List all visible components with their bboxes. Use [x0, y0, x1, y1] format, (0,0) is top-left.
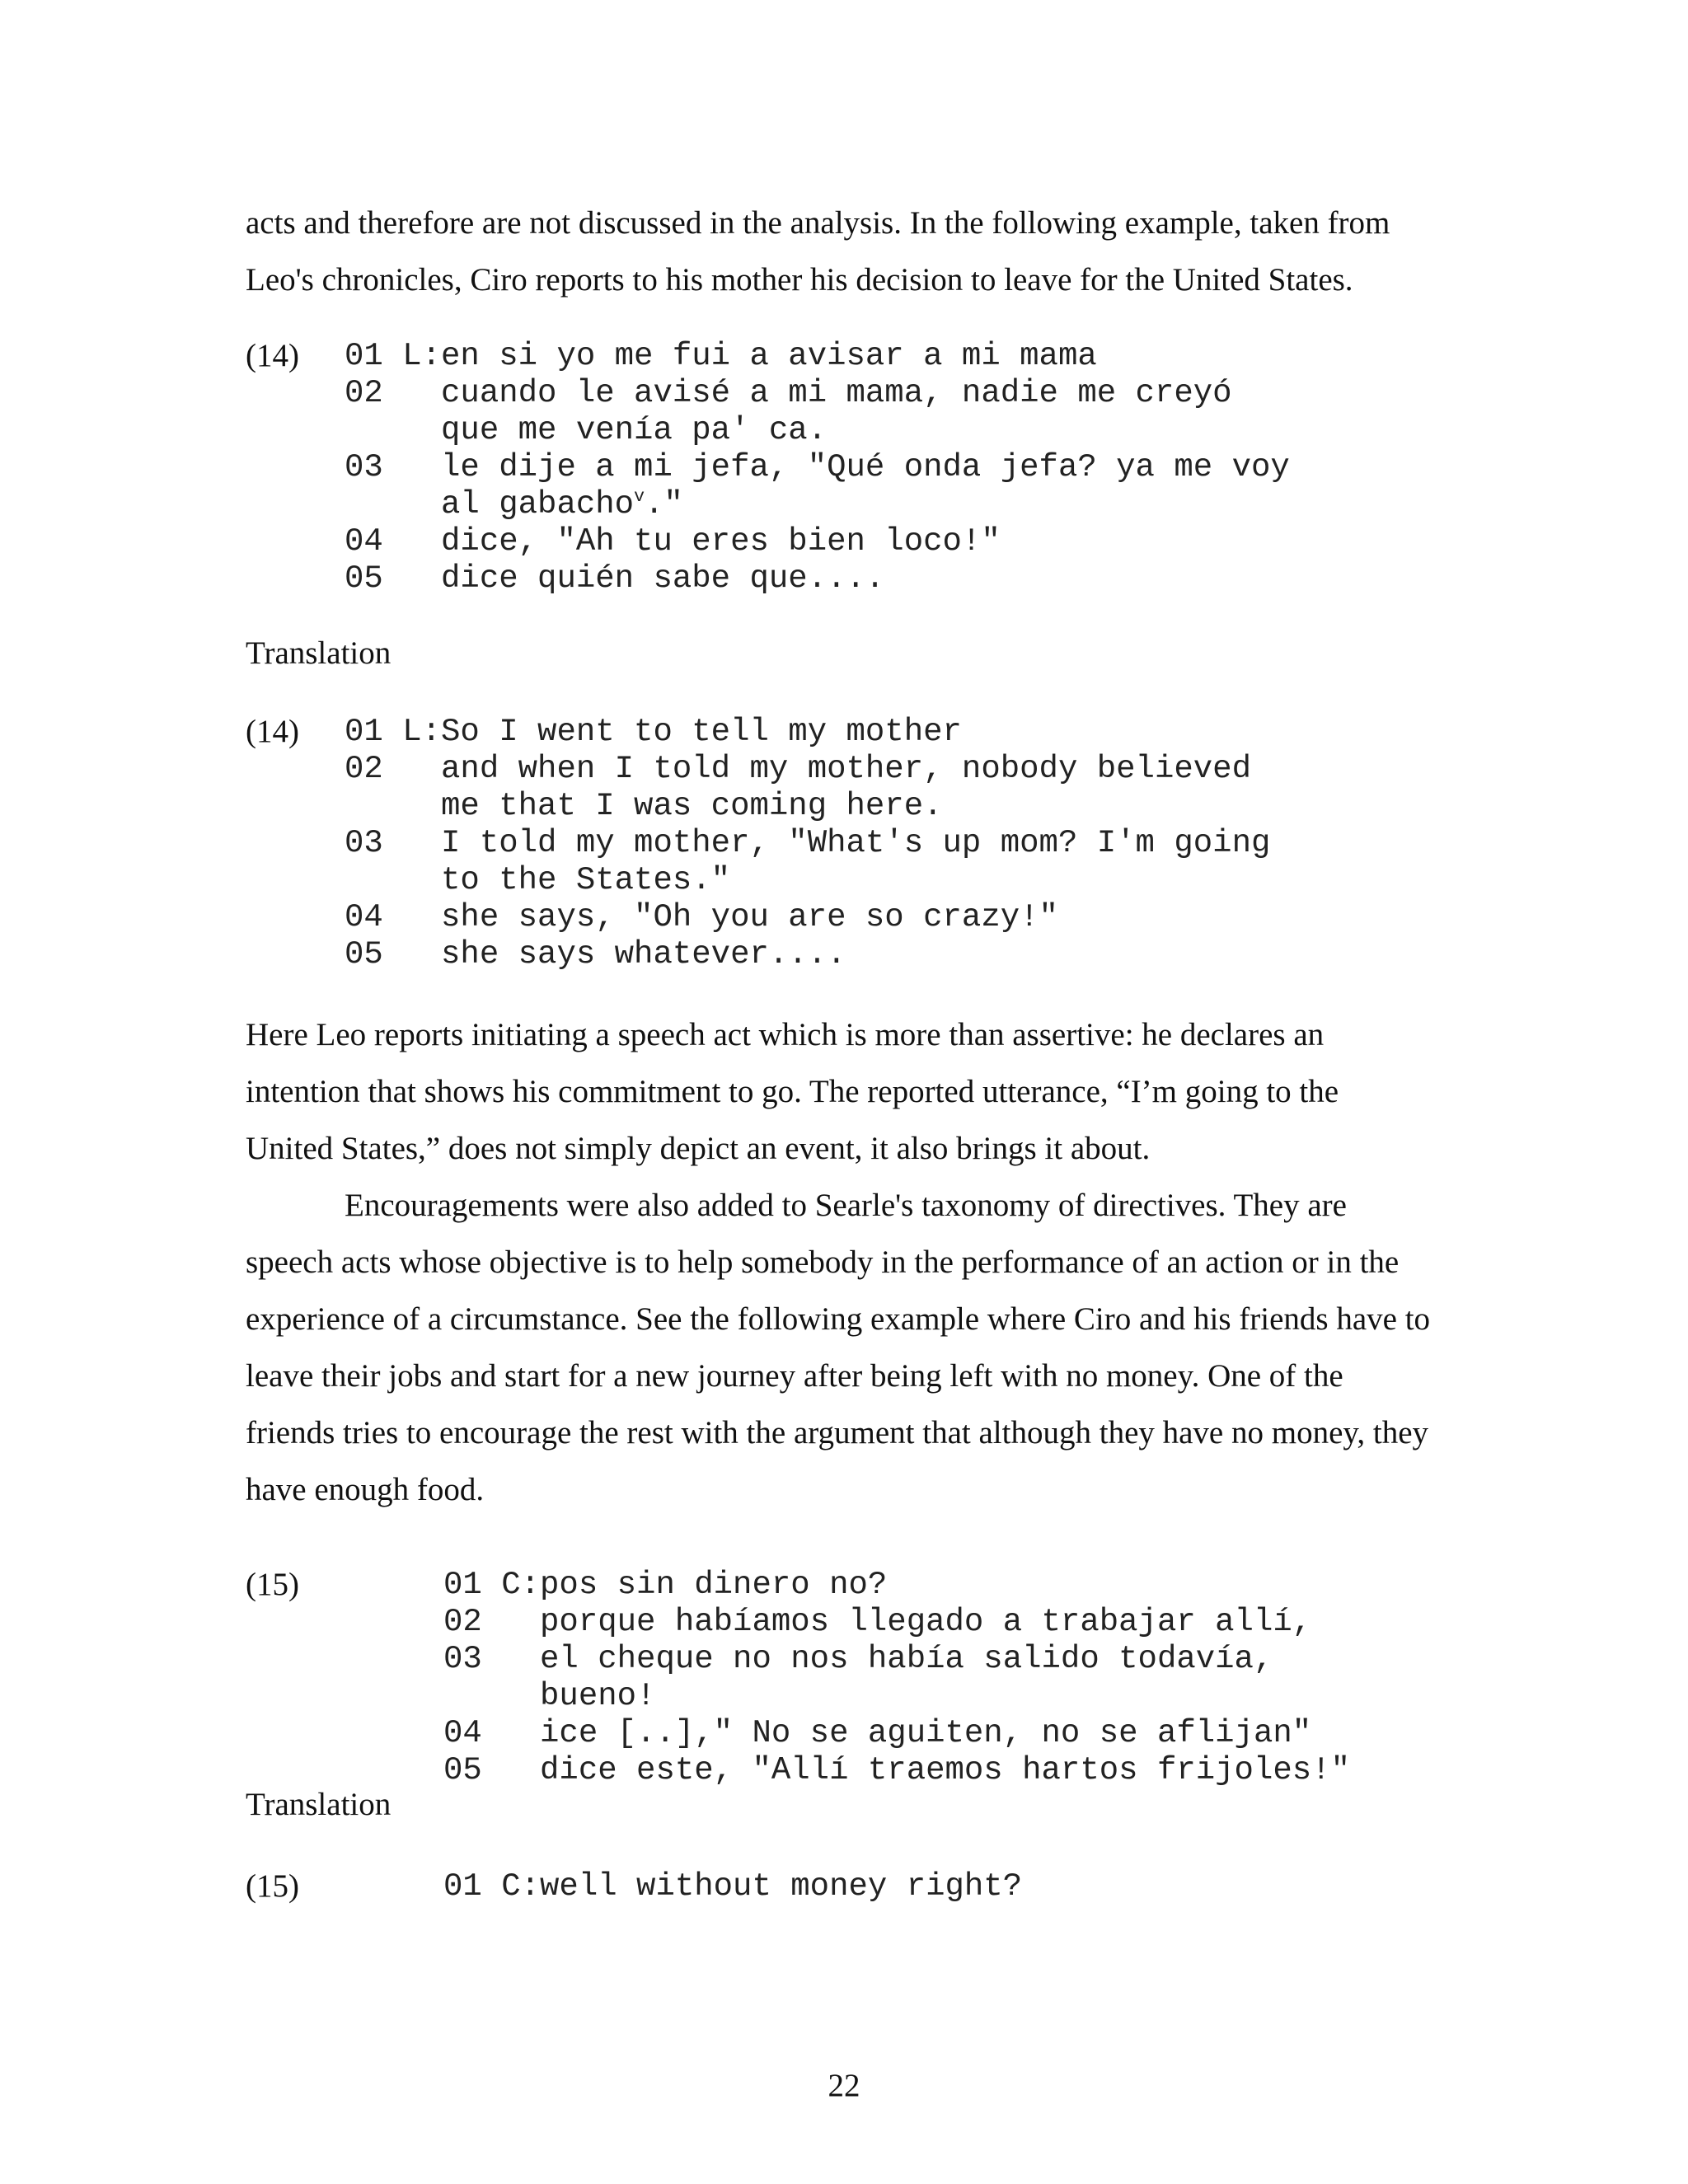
- transcript-line: 05 dice quién sabe que....: [345, 560, 885, 597]
- transcript-line: me that I was coming here.: [345, 788, 943, 824]
- transcript-line: 05 dice este, "Allí traemos hartos frijoles!": [443, 1752, 1350, 1788]
- body-paragraph: Here Leo reports initiating a speech act which is more than assertive: he declares an intention that shows his commitment to go. The reported utterance, “I’m going to the United States,” does not simply depict an event, it also brings it about.: [246, 1017, 1339, 1166]
- transcript-line: 02 cuando le avisé a mi mama, nadie me creyó: [345, 375, 1232, 411]
- example-number: (14): [246, 714, 299, 749]
- transcript-line: 04 dice, "Ah tu eres bien loco!": [345, 523, 1001, 560]
- intro-paragraph: acts and therefore are not discussed in the analysis. In the following example, taken from Leo's chronicles, Ciro reports to his mother his decision to leave for the United States.: [246, 205, 1390, 298]
- transcript-line: 03 I told my mother, "What's up mom? I'm going: [345, 825, 1271, 861]
- transcript-line: 01 L:So I went to tell my mother: [345, 714, 962, 750]
- transcript-line: 03 le dije a mi jefa, "Qué onda jefa? ya me voy: [345, 449, 1290, 485]
- transcript-text: al gabacho: [345, 486, 635, 523]
- transcript-text: .": [644, 486, 683, 523]
- transcript-line: 05 she says whatever....: [345, 936, 846, 972]
- transcript-line: 02 and when I told my mother, nobody believed: [345, 751, 1251, 787]
- transcript-line: 01 C:pos sin dinero no?: [443, 1567, 888, 1603]
- translation-label: Translation: [246, 635, 392, 671]
- transcript-line: 02 porque habíamos llegado a trabajar allí,: [443, 1604, 1312, 1640]
- example-number: (15): [246, 1567, 299, 1602]
- transcript-line: 03 el cheque no nos había salido todavía,: [443, 1641, 1273, 1677]
- example-number: (15): [246, 1868, 299, 1904]
- transcript-line: bueno!: [443, 1678, 656, 1714]
- transcript-line: que me venía pa' ca.: [345, 412, 828, 448]
- example-number: (14): [246, 338, 299, 373]
- body-paragraph: Encouragements were also added to Searle's taxonomy of directives. They are speech acts whose objective is to help somebody in the performance of an action or in the experience of a circumstance. See the following example where Ciro and his friends have to leave their jobs and start for a new journey after being left with no money. One of the friends tries to encourage the rest with the argument that although they have no money, they have enough food.: [246, 1188, 1431, 1507]
- transcript-line: to the States.": [345, 862, 731, 898]
- transcript-line: 04 she says, "Oh you are so crazy!": [345, 899, 1058, 935]
- transcript-line: 01 C:well without money right?: [443, 1868, 1023, 1905]
- transcript-line: 01 L:en si yo me fui a avisar a mi mama: [345, 338, 1097, 374]
- transcript-line: 04 ice [..]," No se aguiten, no se aflijan": [443, 1715, 1312, 1751]
- page-number: 22: [828, 2068, 860, 2103]
- transcript-line-with-note: [345, 486, 683, 523]
- endnote-marker: v: [634, 487, 645, 507]
- translation-label: Translation: [246, 1787, 392, 1822]
